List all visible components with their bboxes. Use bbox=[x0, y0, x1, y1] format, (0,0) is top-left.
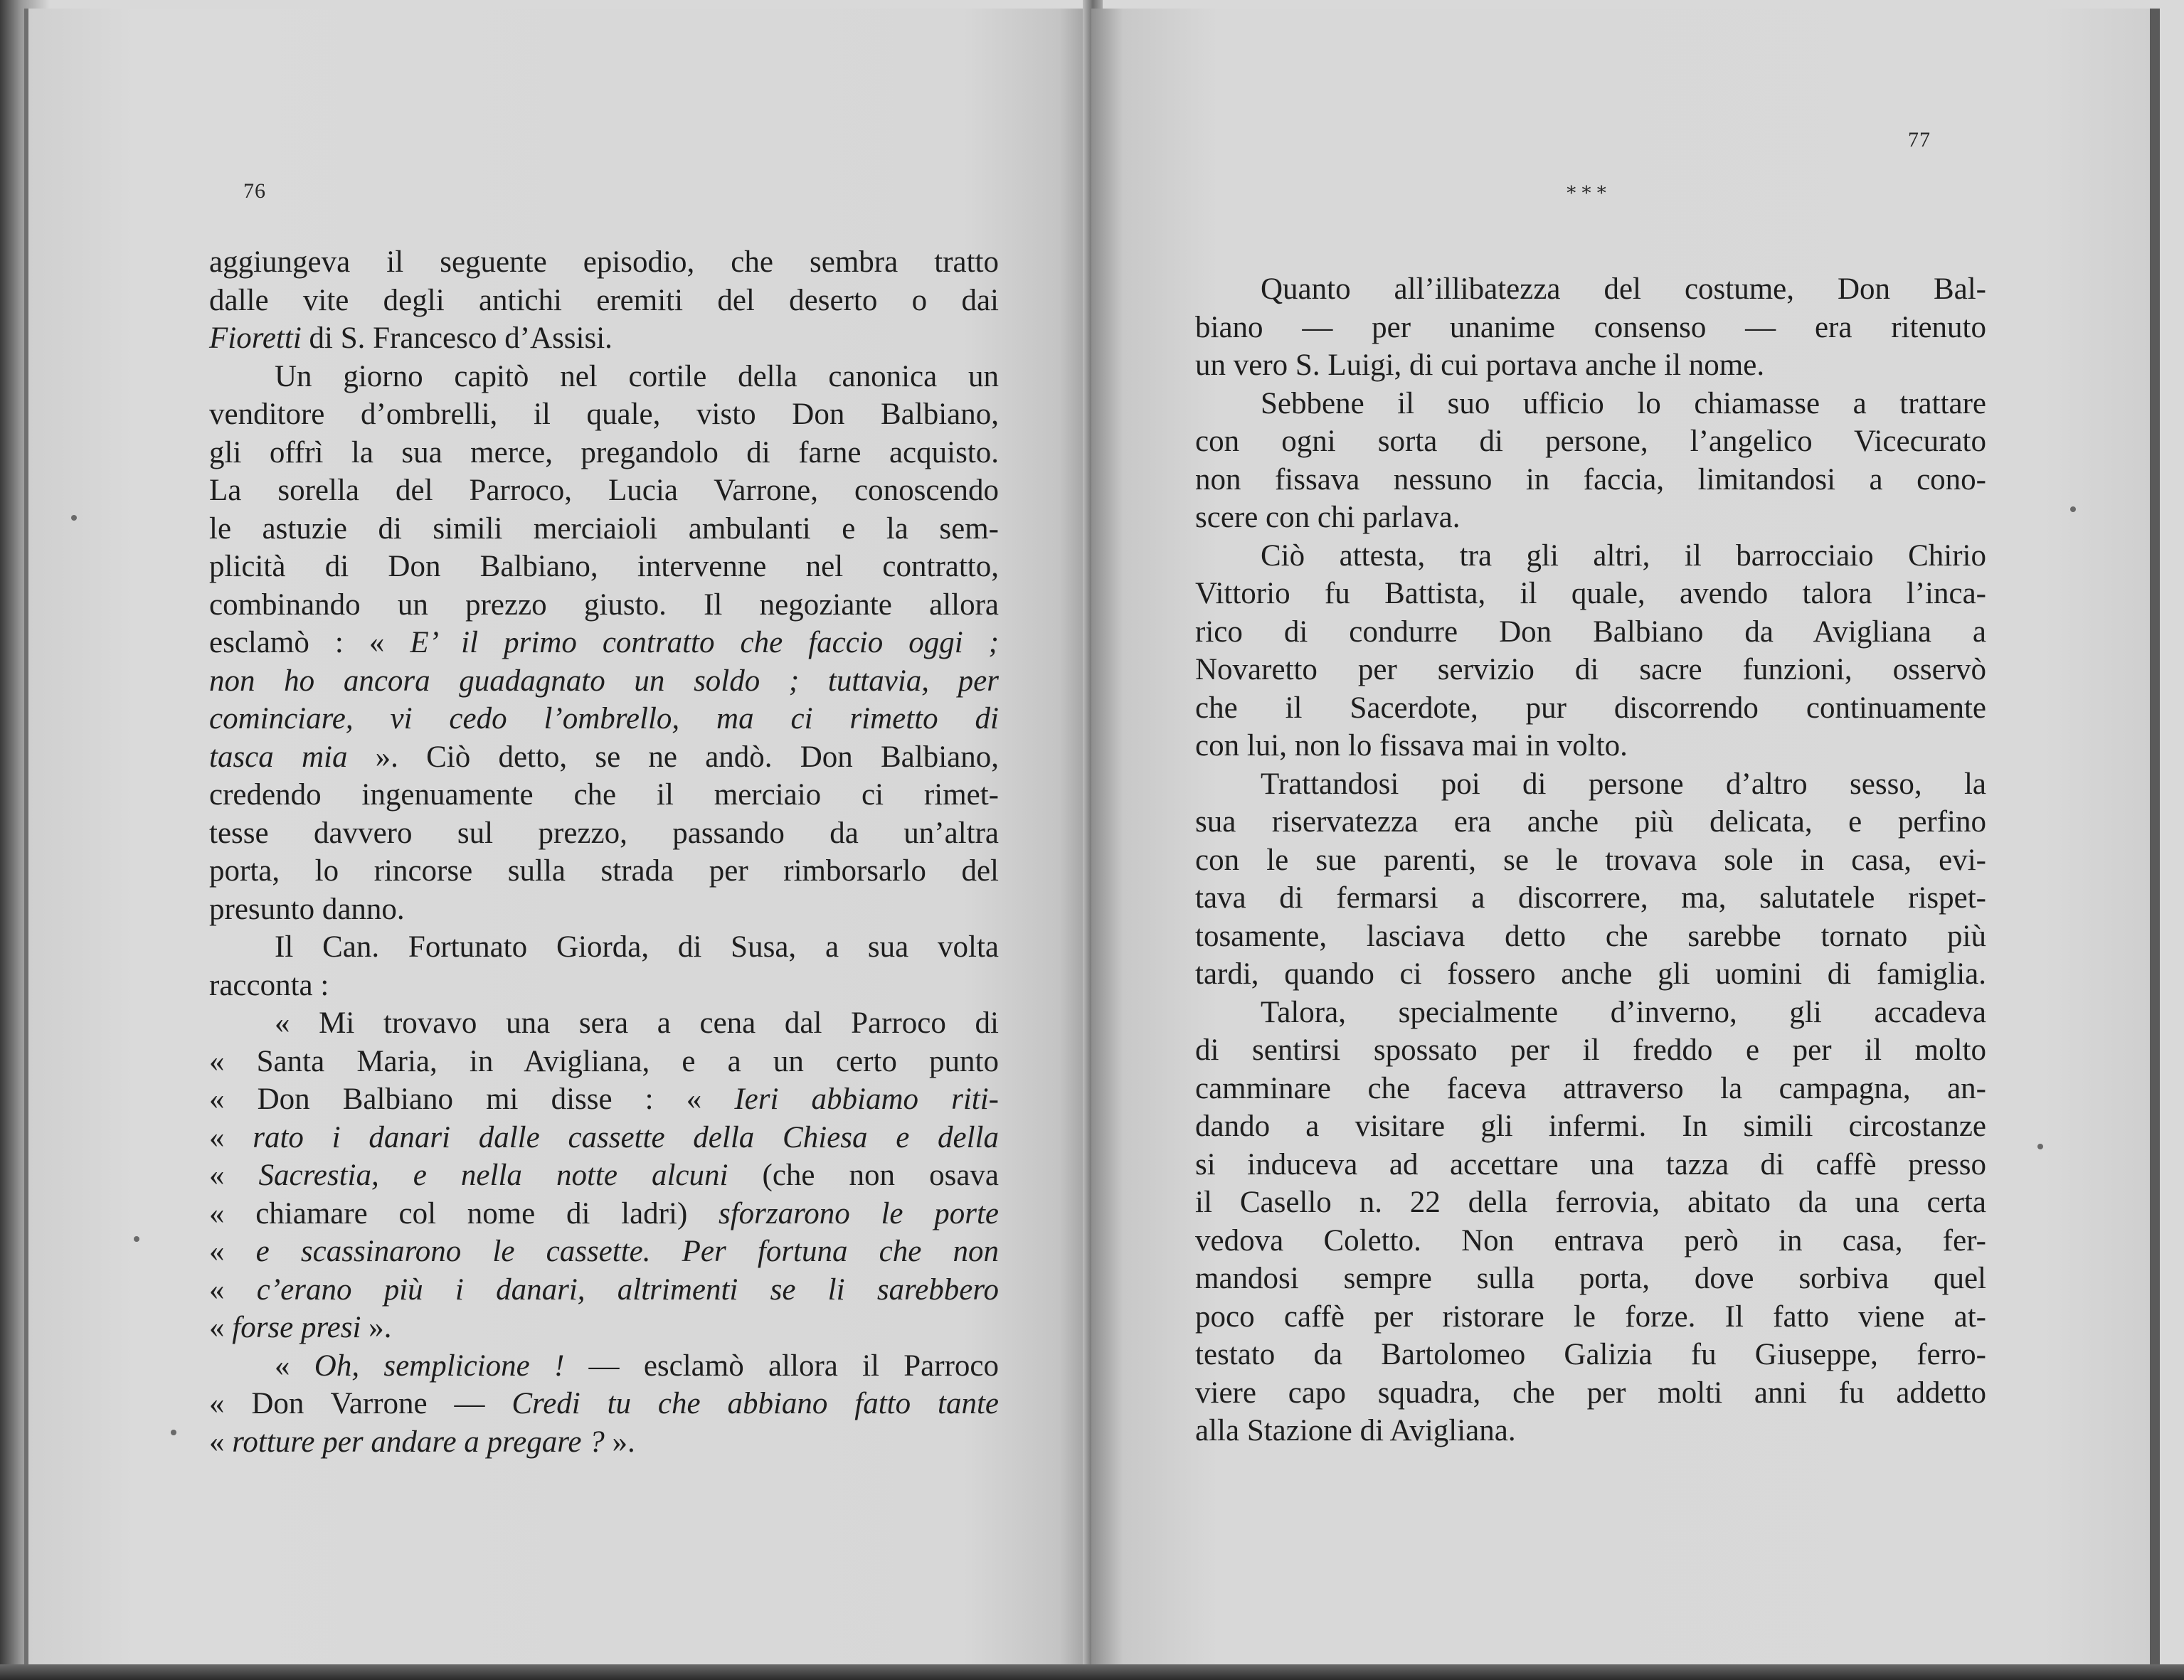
text-segment: aggiungeva il seguente episodio, che sembra tratto bbox=[209, 245, 999, 279]
text-line bbox=[209, 1271, 999, 1309]
text-segment: alla Stazione di Avigliana. bbox=[1195, 1414, 1516, 1447]
text-line bbox=[1195, 765, 1986, 804]
text-segment: tesse davvero sul prezzo, passando da un’altra bbox=[209, 816, 999, 850]
text-segment: « Don Varrone — bbox=[209, 1387, 512, 1420]
text-line bbox=[1195, 879, 1986, 918]
text-segment: Ciò attesta, tra gli altri, il barrocciaio Chirio bbox=[1261, 538, 1986, 573]
text-segment: si induceva ad accettare una tazza di caffè presso bbox=[1195, 1147, 1986, 1181]
text-line bbox=[209, 548, 999, 586]
text-segment: venditore d’ombrelli, il quale, visto Don Balbiano, bbox=[209, 398, 999, 431]
paper-speck bbox=[2070, 506, 2076, 512]
text-segment: con le sue parenti, se le trovava sole in casa, evi- bbox=[1195, 843, 1986, 877]
text-line bbox=[209, 1309, 999, 1347]
text-line bbox=[209, 395, 999, 434]
text-line bbox=[1195, 1184, 1986, 1222]
text-segment: poco caffè per ristorare le forze. Il fatto viene at- bbox=[1195, 1299, 1986, 1334]
text-segment: ». bbox=[604, 1425, 635, 1459]
text-line bbox=[1195, 270, 1986, 309]
text-segment: porta, lo rincorse sulla strada per rimborsarlo del bbox=[209, 854, 999, 888]
text-segment: « bbox=[209, 1425, 233, 1459]
text-line bbox=[1195, 1374, 1986, 1413]
text-segment: esclamò : « bbox=[209, 626, 410, 659]
text-line bbox=[209, 282, 999, 320]
text-line bbox=[209, 434, 999, 472]
text-line bbox=[209, 1004, 999, 1043]
text-line bbox=[209, 1157, 999, 1195]
text-line bbox=[1195, 1336, 1986, 1374]
text-segment: tava di fermarsi a discorrere, ma, salutatele rispet- bbox=[1195, 881, 1986, 915]
text-segment: biano — per unanime consenso — era ritenuto bbox=[1195, 310, 1986, 344]
text-line bbox=[1195, 803, 1986, 841]
text-line bbox=[209, 472, 999, 510]
text-line bbox=[1195, 499, 1986, 537]
text-line bbox=[1195, 613, 1986, 652]
text-segment: Quanto all’illibatezza del costume, Don Bal- bbox=[1261, 272, 1986, 306]
text-line bbox=[209, 662, 999, 701]
text-segment: « bbox=[209, 1235, 256, 1268]
text-segment: Trattandosi poi di persone d’altro sesso, la bbox=[1261, 767, 1986, 801]
text-line bbox=[209, 1043, 999, 1081]
text-line bbox=[209, 776, 999, 814]
italic-text: Fioretti bbox=[209, 321, 302, 355]
text-segment: testato da Bartolomeo Galizia fu Giuseppe, ferro- bbox=[1195, 1338, 1986, 1371]
italic-text: sforzarono le porte bbox=[718, 1196, 999, 1230]
text-segment: mandosi sempre sulla porta, dove sorbiva quel bbox=[1195, 1262, 1986, 1295]
italic-text: rato i danari dalle cassette della Chiesa e della bbox=[253, 1120, 999, 1154]
text-line bbox=[1195, 575, 1986, 613]
text-segment: Novaretto per servizio di sacre funzioni, osservò bbox=[1195, 653, 1986, 686]
text-segment: Sebbene il suo ufficio lo chiamasse a trattare bbox=[1261, 386, 1986, 420]
text-line bbox=[1195, 1107, 1986, 1146]
text-line bbox=[1195, 537, 1986, 575]
text-segment: sua riservatezza era anche più delicata, e perfino bbox=[1195, 805, 1986, 839]
text-segment: Vittorio fu Battista, il quale, avendo talora l’inca- bbox=[1195, 577, 1986, 610]
text-line bbox=[1195, 1412, 1986, 1450]
text-segment: « bbox=[209, 1120, 253, 1154]
text-line bbox=[209, 1080, 999, 1119]
text-line bbox=[209, 1195, 999, 1233]
text-line bbox=[1195, 651, 1986, 689]
italic-text: E’ il primo contratto che faccio oggi ; bbox=[410, 626, 1000, 659]
text-segment: un vero S. Luigi, di cui portava anche il nome. bbox=[1195, 349, 1765, 382]
text-segment: Un giorno capitò nel cortile della canonica un bbox=[275, 359, 999, 393]
text-line bbox=[1195, 385, 1986, 423]
text-line bbox=[209, 319, 999, 358]
italic-text: cominciare, vi cedo l’ombrello, ma ci rimetto di bbox=[209, 702, 999, 735]
italic-text: non ho ancora guadagnato un soldo ; tuttavia, per bbox=[209, 664, 999, 698]
text-segment: camminare che faceva attraverso la campagna, an- bbox=[1195, 1071, 1986, 1105]
text-line bbox=[1195, 309, 1986, 347]
text-segment: Il Can. Fortunato Giorda, di Susa, a sua volta bbox=[275, 930, 999, 964]
text-line bbox=[1195, 1146, 1986, 1184]
text-line bbox=[1195, 1260, 1986, 1298]
text-segment: « Mi trovavo una sera a cena dal Parroco di bbox=[275, 1006, 999, 1040]
text-line bbox=[1195, 727, 1986, 765]
text-line bbox=[1195, 689, 1986, 728]
text-line bbox=[1195, 1222, 1986, 1260]
text-line bbox=[209, 510, 999, 548]
text-segment: « bbox=[209, 1311, 233, 1344]
text-segment: combinando un prezzo giusto. Il negoziante allora bbox=[209, 588, 999, 622]
text-line bbox=[1195, 841, 1986, 880]
paper-speck bbox=[71, 515, 77, 521]
text-segment: che il Sacerdote, pur discorrendo continuamente bbox=[1195, 691, 1986, 725]
text-segment: La sorella del Parroco, Lucia Varrone, conoscendo bbox=[209, 474, 999, 507]
text-segment: (che non osava bbox=[728, 1159, 999, 1192]
text-segment: « Don Balbiano mi disse : « bbox=[209, 1083, 735, 1116]
text-line bbox=[209, 814, 999, 853]
page-number: 76 bbox=[243, 179, 266, 203]
text-segment: non fissava nessuno in faccia, limitandosi a cono- bbox=[1195, 462, 1986, 496]
text-line bbox=[209, 738, 999, 777]
page-body bbox=[1195, 270, 1986, 1450]
text-segment: « bbox=[209, 1272, 257, 1307]
italic-text: c’erano più i danari, altrimenti se li sarebbero bbox=[256, 1272, 999, 1307]
page-number: 77 bbox=[1908, 128, 1931, 151]
text-segment: le astuzie di simili merciaioli ambulanti e la sem- bbox=[209, 511, 999, 546]
text-line bbox=[209, 1423, 999, 1462]
italic-text: Sacrestia, e nella notte alcuni bbox=[258, 1159, 728, 1192]
text-line bbox=[209, 1385, 999, 1423]
text-line bbox=[1195, 994, 1986, 1032]
italic-text: tasca mia bbox=[209, 740, 348, 774]
text-segment: rico di condurre Don Balbiano da Avigliana a bbox=[1195, 615, 1986, 649]
text-segment: vedova Coletto. Non entrava però in casa, fer- bbox=[1195, 1223, 1986, 1258]
text-line bbox=[209, 358, 999, 396]
paper-speck bbox=[134, 1236, 139, 1242]
text-segment: di sentirsi spossato per il freddo e per il molto bbox=[1195, 1033, 1986, 1067]
text-line bbox=[1195, 346, 1986, 385]
italic-text: Credi tu che abbiano fatto tante bbox=[511, 1387, 999, 1420]
text-line bbox=[1195, 1070, 1986, 1108]
text-line bbox=[1195, 1031, 1986, 1070]
italic-text: Oh, semplicione ! bbox=[314, 1349, 565, 1383]
text-line bbox=[1195, 955, 1986, 994]
text-segment: il Casello n. 22 della ferrovia, abitato da una certa bbox=[1195, 1186, 1986, 1219]
text-segment: « bbox=[275, 1349, 314, 1383]
text-segment: gli offrì la sua merce, pregandolo di farne acquisto. bbox=[209, 435, 999, 469]
page-body bbox=[209, 243, 999, 1461]
text-line bbox=[209, 852, 999, 890]
text-segment: dalle vite degli antichi eremiti del deserto o dai bbox=[209, 283, 999, 317]
text-line bbox=[1195, 1298, 1986, 1336]
asterisk-ornament: * * * bbox=[1567, 183, 1606, 204]
text-segment: « bbox=[209, 1159, 259, 1192]
italic-text: e scassinarono le cassette. Per fortuna che non bbox=[255, 1235, 999, 1268]
text-line bbox=[209, 967, 999, 1005]
text-segment: dando a visitare gli infermi. In simili circostanze bbox=[1195, 1110, 1986, 1143]
text-segment: ». bbox=[361, 1311, 392, 1344]
right-page bbox=[1091, 9, 2160, 1671]
text-line bbox=[209, 928, 999, 967]
text-line bbox=[209, 1347, 999, 1386]
text-segment: viere capo squadra, che per molti anni fu addetto bbox=[1195, 1376, 1986, 1410]
italic-text: Ieri abbiamo riti- bbox=[734, 1083, 1000, 1116]
text-segment: ». Ciò detto, se ne andò. Don Balbiano, bbox=[347, 740, 999, 774]
text-segment: Talora, specialmente d’inverno, gli accadeva bbox=[1261, 995, 1986, 1029]
scan-edge-shadow bbox=[0, 1664, 2184, 1680]
paper-speck bbox=[171, 1430, 176, 1435]
text-segment: di S. Francesco d’Assisi. bbox=[301, 321, 613, 355]
text-line bbox=[1195, 918, 1986, 956]
text-segment: scere con chi parlava. bbox=[1195, 501, 1461, 534]
text-line bbox=[209, 1233, 999, 1271]
text-line bbox=[209, 586, 999, 624]
paper-speck bbox=[2037, 1144, 2043, 1149]
text-segment: presunto danno. bbox=[209, 892, 405, 926]
section-ornament bbox=[1544, 183, 1629, 204]
text-segment: credendo ingenuamente che il merciaio ci rimet- bbox=[209, 778, 999, 812]
text-segment: — esclamò allora il Parroco bbox=[564, 1349, 999, 1383]
text-line bbox=[209, 890, 999, 929]
text-segment: con lui, non lo fissava mai in volto. bbox=[1195, 729, 1628, 762]
left-page bbox=[24, 9, 1091, 1671]
text-line bbox=[209, 243, 999, 282]
text-line bbox=[209, 700, 999, 738]
italic-text: forse presi bbox=[232, 1311, 361, 1344]
text-segment: « chiamare col nome di ladri) bbox=[209, 1196, 719, 1230]
text-segment: plicità di Don Balbiano, intervenne nel contratto, bbox=[209, 550, 999, 583]
text-line bbox=[1195, 461, 1986, 499]
text-line bbox=[1195, 422, 1986, 461]
text-line bbox=[209, 1119, 999, 1157]
text-segment: racconta : bbox=[209, 968, 329, 1002]
text-segment: con ogni sorta di persone, l’angelico Vicecurato bbox=[1195, 425, 1986, 458]
text-line bbox=[209, 624, 999, 662]
italic-text: rotture per andare a pregare ? bbox=[232, 1425, 605, 1459]
text-segment: « Santa Maria, in Avigliana, e a un certo punto bbox=[209, 1044, 999, 1078]
text-segment: tardi, quando ci fossero anche gli uomini di famiglia. bbox=[1195, 957, 1986, 991]
text-segment: tosamente, lasciava detto che sarebbe tornato più bbox=[1195, 919, 1986, 953]
